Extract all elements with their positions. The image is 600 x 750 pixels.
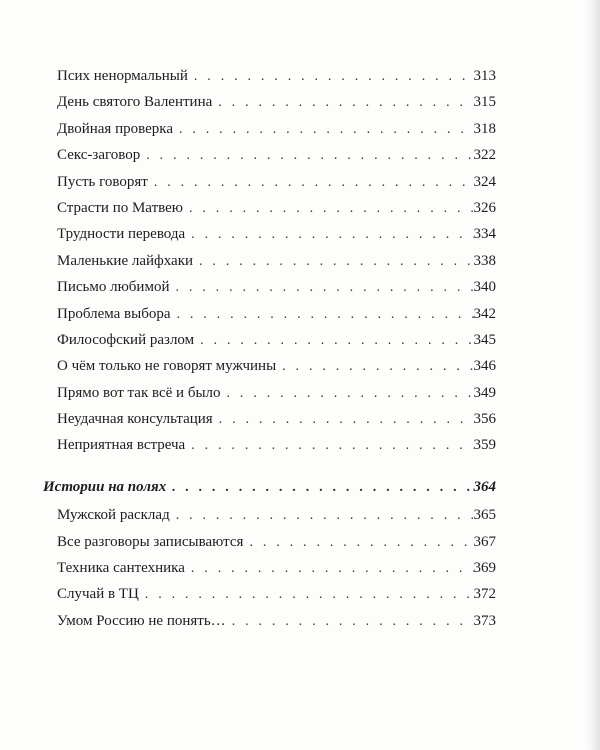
toc-entry[interactable] [43,353,496,379]
toc-entry-page: 359 [473,437,496,454]
toc-entry-page: 367 [473,533,496,550]
toc-entry-page: 334 [473,226,496,243]
toc-entry-title: Двойная проверка [57,120,173,137]
dot-leader [170,302,473,328]
toc-entry-page: 340 [473,279,496,296]
dot-leader [243,530,473,556]
dot-leader [213,407,474,433]
dot-leader [193,249,473,275]
toc-entry-title: Псих ненормальный [57,68,188,84]
toc-entry-title: Секс-заговор [57,147,141,164]
dot-leader [169,275,473,301]
toc-section-page: 364 [473,478,496,495]
toc-section-heading[interactable] [43,474,496,500]
toc-entry-page: 365 [473,507,496,524]
toc-entry-title: Случай в ТЦ [57,586,139,603]
dot-leader [185,222,473,248]
toc-entry-page: 326 [473,199,496,216]
toc-entry-page: 356 [473,411,496,428]
toc-entry-title: Прямо вот так всё и было [57,384,221,401]
toc-entry[interactable] [43,301,496,327]
toc-entry[interactable] [43,89,496,115]
dot-leader [226,609,474,635]
toc-entry-title: Умом Россию не понять… [57,612,226,629]
dot-leader [185,433,473,459]
dot-leader [166,475,473,501]
toc-entry-title: Пусть говорят [57,173,148,190]
dot-leader [212,90,473,116]
toc-entry-page: 373 [473,612,496,629]
toc-entry-page: 349 [473,384,496,401]
toc-entry[interactable] [43,502,496,528]
toc-entry-page: 345 [473,331,496,348]
toc-entry[interactable] [43,432,496,458]
toc-entry-title: Маленькие лайфхаки [57,252,194,269]
dot-leader [139,582,474,608]
toc-entry-title: Техника сантехника [57,560,185,577]
toc-entry[interactable] [43,116,496,142]
toc-entry-title: О чём только не говорят мужчины [57,358,277,375]
toc-entry-page: 346 [473,358,496,375]
toc-entry-page: 338 [473,252,496,269]
toc-entry-title: Неудачная консультация [57,411,213,428]
dot-leader [194,328,473,354]
dot-leader [221,381,474,407]
dot-leader [183,196,474,222]
dot-leader [148,170,474,196]
toc-entry[interactable] [43,169,496,195]
toc-entry-title: Неприятная встреча [57,437,186,454]
toc-entry[interactable] [43,142,496,168]
toc-entry-title: Проблема выбора [57,305,171,322]
toc-section-title: Истории на полях [43,478,167,495]
toc-entry[interactable] [43,380,496,406]
dot-leader [188,64,474,90]
toc-entry-page: 372 [473,586,496,603]
toc-entry-page: 369 [473,560,496,577]
page-edge-shadow [586,0,600,750]
table-of-contents [43,63,496,634]
toc-entry-page: 313 [473,68,496,84]
dot-leader [170,503,474,529]
dot-leader [185,556,474,582]
toc-entry-title: Трудности перевода [57,226,186,243]
toc-entry[interactable] [43,195,496,221]
toc-entry-page: 342 [473,305,496,322]
toc-entry[interactable] [43,274,496,300]
toc-entry-title: Мужской расклад [57,507,170,524]
dot-leader [140,143,473,169]
toc-entry[interactable] [43,529,496,555]
toc-entry[interactable] [43,248,496,274]
toc-entry-page: 315 [473,94,496,111]
dot-leader [276,354,473,380]
dot-leader [173,117,474,143]
toc-entry-page: 322 [473,147,496,164]
toc-entry-page: 318 [473,120,496,137]
toc-entry[interactable] [43,221,496,247]
toc-entry[interactable] [43,63,496,89]
toc-entry-title: Философский разлом [57,331,195,348]
toc-entry-title: Письмо любимой [57,279,170,296]
toc-entry-title: Все разговоры записываются [57,533,244,550]
toc-entry-title: Страсти по Матвею [57,199,183,216]
toc-entry[interactable] [43,581,496,607]
toc-entry[interactable] [43,406,496,432]
toc-entry-page: 324 [473,173,496,190]
toc-entry[interactable] [43,608,496,634]
toc-entry[interactable] [43,555,496,581]
toc-entry[interactable] [43,327,496,353]
toc-entry-title: День святого Валентина [57,94,213,111]
